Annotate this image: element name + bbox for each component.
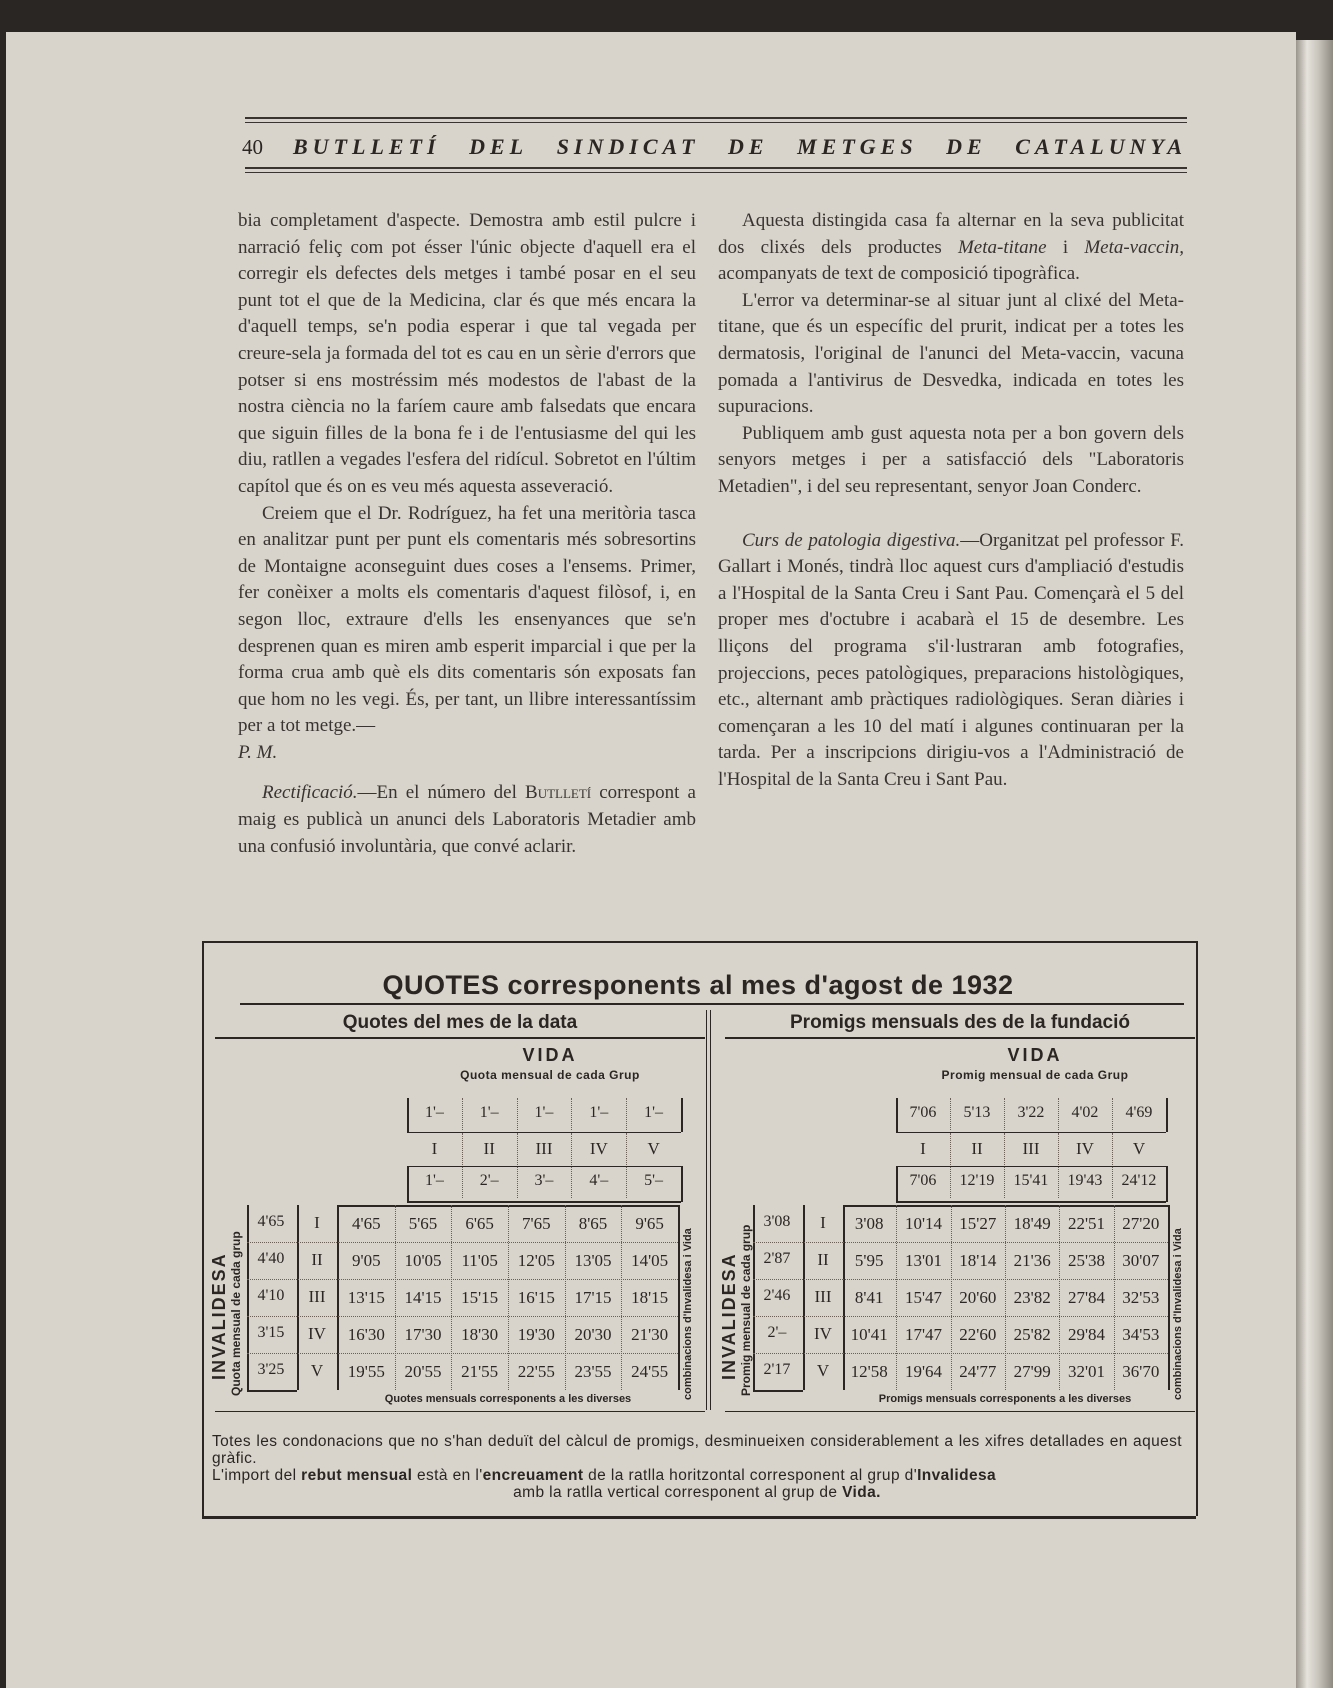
combination-cell: 22'60 [959, 1325, 997, 1344]
table-heading: Quotes del mes de la data [342, 1012, 578, 1033]
signature: P. M. [238, 741, 278, 763]
paragraph: L'error va determinar-se al situar junt al clixé del Meta-titane, que és un específic del prurit, indicat per a totes les dermatosis, l'original de l'anunci del Meta-vaccin, vacuna pomada a l'antivirus de Desvedka, indicada en totes les supuracions. [718, 289, 1184, 418]
box-line [407, 1132, 681, 1133]
cell-divider [950, 1133, 951, 1165]
center-divider [706, 1010, 707, 1410]
paragraph-curs: Curs de patologia digestiva.—Organitzat pel professor F. Gallart i Monés, tindrà lloc aquest curs d'ampliació d'estudis a l'Hospital de la Santa Creu i Sant Pau. Començarà el 5 del proper mes d'octubre i acabarà el 15 de desembre. Les lliçons del programa s'il·lustraran amb fotografies, projeccions, peces patològiques, preparacions histològiques, etc., alternant amb pràctiques radiològiques. Seran diàries i començaran a les 10 del matí i algunes continuaran per la tarda. Per a inscripcions dirigiu-vos a l'Administració de l'Hospital de la Santa Creu i Sant Pau. [718, 529, 1184, 790]
box-line [896, 1201, 1166, 1203]
cell-divider [517, 1166, 518, 1198]
combination-cell: 8'41 [854, 1288, 884, 1307]
vida-cell: 7'06 [909, 1172, 937, 1189]
box-right [1166, 1166, 1168, 1202]
vida-cell: I [431, 1139, 438, 1158]
combination-cell: 22'55 [517, 1362, 555, 1381]
inv-group-cell: I [820, 1213, 826, 1232]
inv-group-cell: II [311, 1250, 323, 1269]
inv-group-cell: I [314, 1213, 320, 1232]
inv-bottom [753, 1390, 803, 1392]
page-number: 40 [242, 134, 263, 159]
combination-cell: 10'41 [850, 1325, 888, 1344]
vida-cell: 1'– [589, 1104, 609, 1121]
vida-cell: 4'69 [1125, 1104, 1153, 1121]
table-title: QUOTES corresponents al mes d'agost de 1932 [382, 970, 1014, 1000]
row-divider [842, 1242, 1168, 1243]
inv-quota-cell: 4'10 [257, 1287, 285, 1304]
combination-cell: 19'30 [517, 1325, 555, 1344]
vida-label: VIDA [1007, 1045, 1063, 1065]
bottom-label: Promigs mensuals corresponents a les diverses [878, 1393, 1132, 1405]
table-top-rule [202, 941, 1196, 943]
cell-divider [517, 1098, 518, 1130]
vida-cell: IV [1076, 1139, 1094, 1158]
combination-cell: 24'55 [631, 1362, 669, 1381]
row-divider [338, 1316, 678, 1317]
combination-cell: 32'53 [1122, 1288, 1160, 1307]
row-divider [753, 1242, 843, 1243]
vida-cell: III [1022, 1139, 1040, 1158]
title-word: DEL [469, 134, 529, 159]
inv-quota-cell: 2'17 [763, 1361, 791, 1378]
row-divider [842, 1316, 1168, 1317]
journal-title [293, 134, 1187, 160]
combination-cell: 22'51 [1067, 1214, 1106, 1233]
combination-cell: 15'47 [904, 1288, 943, 1307]
combinations-label: combinacions d'Invalidesa i Vida [682, 1228, 694, 1400]
vida-cell: 2'– [479, 1172, 499, 1189]
cell-divider [626, 1166, 627, 1198]
cell-divider [950, 1166, 951, 1198]
inv-bottom [247, 1390, 297, 1392]
inv-group-cell: V [816, 1361, 830, 1380]
title-word: DE [727, 134, 769, 159]
combination-cell: 23'55 [574, 1362, 612, 1381]
cell-divider [1004, 1098, 1005, 1130]
combination-cell: 4'65 [352, 1214, 381, 1233]
cell-divider [1058, 1166, 1059, 1198]
combination-cell: 13'01 [904, 1251, 943, 1270]
header-rule-top-2 [245, 122, 1187, 123]
title-word: BUTLLETÍ [293, 134, 441, 159]
invalidesa-label: INVALIDESA [209, 1252, 229, 1380]
combination-cell: 15'15 [461, 1288, 499, 1307]
heading-underline [725, 1037, 1195, 1039]
header-rule-bottom-2 [245, 172, 1187, 173]
paragraph: Publiquem amb gust aquesta nota per a bon govern dels senyors metges i per a satisfacció dels "Laboratoris Metadien", i del seu representant, senyor Joan Conderc. [718, 422, 1184, 497]
row-divider [753, 1279, 843, 1280]
vida-cell: 4'02 [1071, 1104, 1099, 1121]
row-divider [753, 1353, 843, 1354]
combination-cell: 20'55 [404, 1362, 442, 1381]
cell-divider [1004, 1166, 1005, 1198]
title-word: DE [946, 134, 987, 159]
inv-group-cell: II [817, 1250, 829, 1269]
box-line [896, 1132, 1166, 1133]
combination-cell: 18'14 [959, 1251, 997, 1270]
cell-divider [626, 1098, 627, 1130]
combination-cell: 9'05 [352, 1251, 381, 1270]
inv-quota-cell: 3'25 [257, 1361, 285, 1378]
combination-cell: 7'65 [522, 1214, 551, 1233]
title-word: METGES [797, 134, 918, 159]
combination-cell: 18'30 [461, 1325, 499, 1344]
combination-cell: 13'05 [574, 1251, 612, 1270]
vida-cell: 3'22 [1017, 1104, 1045, 1121]
center-divider-2 [710, 1010, 711, 1410]
title-underline [240, 1003, 1184, 1005]
vida-sublabel: Promig mensual de cada Grup [941, 1068, 1129, 1082]
row-divider [842, 1279, 1168, 1280]
row-divider [247, 1242, 337, 1243]
cell-divider [1112, 1166, 1113, 1198]
inv-group-cell: III [814, 1287, 832, 1306]
combination-cell: 25'82 [1013, 1325, 1051, 1344]
vida-label: VIDA [522, 1045, 578, 1065]
cell-divider [1112, 1133, 1113, 1165]
combination-cell: 13'15 [347, 1288, 385, 1307]
vida-cell: 1'– [534, 1104, 554, 1121]
vida-cell: II [483, 1139, 495, 1158]
table-bottom-rule [202, 1516, 1196, 1519]
combination-cell: 21'36 [1013, 1251, 1051, 1270]
inv-quota-cell: 2'46 [763, 1287, 791, 1304]
box-line [896, 1166, 1166, 1167]
vida-cell: 24'12 [1121, 1172, 1157, 1189]
inv-quota-cell: 4'65 [257, 1213, 285, 1230]
combination-cell: 19'64 [904, 1362, 943, 1381]
bottom-rule [725, 1411, 1195, 1412]
combinations-label: combinacions d'Invalidesa i Vida [1172, 1228, 1184, 1400]
combination-cell: 9'65 [635, 1214, 664, 1233]
inv-quota-cell: 3'15 [257, 1324, 285, 1341]
box-left [896, 1166, 898, 1202]
combination-cell: 12'05 [517, 1251, 555, 1270]
vida-cell: V [647, 1139, 660, 1158]
box-left [407, 1098, 409, 1132]
combination-cell: 10'14 [904, 1214, 943, 1233]
row-divider [247, 1279, 337, 1280]
combination-cell: 5'95 [854, 1251, 884, 1270]
vida-cell: 1'– [644, 1104, 664, 1121]
vida-cell: 1'– [479, 1104, 499, 1121]
combination-cell: 27'84 [1067, 1288, 1106, 1307]
inv-quota-cell: 2'87 [763, 1250, 791, 1267]
footnote-1: Totes les condonacions que no s'han deduït del càlcul de promigs, desminueixen considerablement a les xifres detallades en aquest gràfic. [212, 1433, 1182, 1467]
table-heading: Promigs mensuals des de la fundació [790, 1012, 1130, 1033]
header-rule-top [245, 117, 1187, 119]
combination-cell: 6'65 [465, 1214, 494, 1233]
bottom-rule [215, 1411, 705, 1412]
vida-cell: III [535, 1139, 553, 1158]
footnote-3: amb la ratlla vertical corresponent al grup de Vida. [513, 1484, 881, 1501]
combination-cell: 14'05 [631, 1251, 669, 1270]
combination-cell: 17'30 [404, 1325, 442, 1344]
inv-group-cell: V [310, 1361, 324, 1380]
box-line [407, 1166, 681, 1167]
combination-cell: 5'65 [408, 1214, 438, 1233]
header-rule-bottom [245, 167, 1187, 169]
paragraph: bia completament d'aspecte. Demostra amb estil pulcre i narració feliç com pot ésser l'únic objecte d'aquell era el corregir els defectes dels metges i també posar en el seu punt tot el que de la Medicina, clar és que més encara la d'aquell temps, se'n podia esperar i que tal vegada per creure-sela ja formada del tot es cau en un sèrie d'errors que potser si ens mostréssim més modestos de l'abast de la nostra ciència no la faríem caure amb falsedats que encara que siguin filles de la bona fe i de l'entusiasme del qui les diu, ratllen a vegades l'esfera del ridícul. Sobretot en l'últim capítol que és on es veu més aquesta asseveració. [238, 210, 696, 497]
vida-sublabel: Quota mensual de cada Grup [460, 1068, 640, 1082]
cell-divider [571, 1133, 572, 1165]
cell-divider [571, 1166, 572, 1198]
title-word: CATALUNYA [1015, 134, 1187, 159]
combination-cell: 16'30 [347, 1325, 385, 1344]
bottom-label: Quotes mensuals corresponents a les diverses [384, 1393, 632, 1405]
page-stack-edge [1296, 40, 1333, 1688]
combination-cell: 19'55 [347, 1362, 385, 1381]
combination-cell: 17'15 [574, 1288, 612, 1307]
paragraph-rectificacio: Rectificació.—En el número del Butlletí correspont a maig es publicà un anunci dels Laboratoris Metadier amb una confusió involuntària, que convé aclarir. [238, 782, 696, 857]
combination-cell: 14'15 [404, 1288, 442, 1307]
combination-cell: 34'53 [1122, 1325, 1160, 1344]
running-header [242, 130, 1187, 164]
cell-divider [1004, 1133, 1005, 1165]
combination-cell: 18'15 [631, 1288, 669, 1307]
inv-quota-cell: 2'– [767, 1324, 787, 1341]
combination-cell: 29'84 [1067, 1325, 1106, 1344]
heading-underline [215, 1037, 705, 1039]
cell-divider [462, 1133, 463, 1165]
box-left [407, 1166, 409, 1202]
vida-cell: 5'13 [963, 1104, 991, 1121]
inv-group-cell: III [308, 1287, 326, 1306]
table-footnote [212, 1433, 1182, 1501]
cell-divider [462, 1166, 463, 1198]
combination-cell: 27'20 [1122, 1214, 1160, 1233]
combination-cell: 21'55 [461, 1362, 499, 1381]
vida-cell: 5'– [644, 1172, 664, 1189]
right-column [718, 208, 1184, 793]
inv-quota-cell: 4'40 [257, 1250, 285, 1267]
cell-divider [462, 1098, 463, 1130]
cell-divider [1058, 1098, 1059, 1130]
vida-cell: 3'– [534, 1172, 554, 1189]
combination-cell: 32'01 [1067, 1362, 1106, 1381]
footnote-2: L'import del rebut mensual està en l'encreuament de la ratlla horitzontal corresponent al grup d'Invalidesa [212, 1467, 997, 1484]
section-title: Rectificació. [262, 782, 358, 804]
vida-cell: V [1132, 1139, 1146, 1158]
data-right [678, 1205, 680, 1390]
vida-cell: 1'– [424, 1104, 444, 1121]
row-divider [338, 1353, 678, 1354]
combination-cell: 16'15 [517, 1288, 555, 1307]
row-divider [338, 1279, 678, 1280]
paragraph: Creiem que el Dr. Rodríguez, ha fet una meritòria tasca en analitzar punt per punt els comentaris més sobresortins de Montaigne aconseguint dues coses a l'ensems. Primer, fer conèixer a molts els comentaris d'aquest filòsof, i, en segon lloc, extraure d'ells les ensenyances que se'n desprenen quan es miren amb esperit imparcial i que per la forma crua amb què els dits comentaris són exposats fan que hom no les vegi. És, per tant, un llibre interessantíssim per a tot metge.— P. M. [238, 502, 696, 763]
vida-cell: 12'19 [959, 1172, 995, 1189]
combination-cell: 27'99 [1013, 1362, 1051, 1381]
box-left [896, 1098, 898, 1132]
combination-cell: 18'49 [1013, 1214, 1051, 1233]
cell-divider [950, 1098, 951, 1130]
combination-cell: 3'08 [854, 1214, 884, 1233]
vida-cell: 15'41 [1013, 1172, 1049, 1189]
vida-cell: I [920, 1139, 926, 1158]
combination-cell: 24'77 [959, 1362, 997, 1381]
cell-divider [571, 1098, 572, 1130]
vida-cell: II [971, 1139, 983, 1158]
section-title: Curs de patologia digestiva. [742, 529, 961, 551]
invalidesa-sublabel: Promig mensual de cada grup [739, 1224, 753, 1396]
combination-cell: 20'30 [574, 1325, 612, 1344]
row-divider [247, 1353, 337, 1354]
vida-cell: 4'– [589, 1172, 609, 1189]
vida-cell: 1'– [424, 1172, 444, 1189]
combination-cell: 11'05 [461, 1251, 498, 1270]
combination-cell: 20'60 [959, 1288, 997, 1307]
vida-cell: IV [589, 1139, 608, 1158]
cell-divider [1112, 1098, 1113, 1130]
row-divider [842, 1353, 1168, 1354]
combination-cell: 30'07 [1122, 1251, 1160, 1270]
cell-divider [1058, 1133, 1059, 1165]
box-right [1166, 1098, 1168, 1132]
box-right [681, 1098, 683, 1132]
combination-cell: 21'30 [631, 1325, 669, 1344]
combination-cell: 25'38 [1067, 1251, 1106, 1270]
cell-divider [517, 1133, 518, 1165]
inv-group-cell: IV [308, 1324, 326, 1343]
box-line [407, 1201, 681, 1203]
left-column [238, 208, 696, 860]
data-right [1168, 1205, 1170, 1390]
combination-cell: 8'65 [578, 1214, 608, 1233]
combination-cell: 12'58 [850, 1362, 888, 1381]
row-divider [753, 1316, 843, 1317]
inv-group-cell: IV [814, 1324, 832, 1343]
invalidesa-label: INVALIDESA [719, 1252, 739, 1380]
combination-cell: 23'82 [1013, 1288, 1051, 1307]
combination-cell: 17'47 [904, 1325, 943, 1344]
cell-divider [626, 1133, 627, 1165]
vida-cell: 19'43 [1067, 1172, 1103, 1189]
invalidesa-sublabel: Quota mensual de cada grup [229, 1231, 243, 1396]
vida-cell: 7'06 [909, 1104, 937, 1121]
title-word: SINDICAT [556, 134, 700, 159]
row-divider [338, 1242, 678, 1243]
paragraph: Aquesta distingida casa fa alternar en la seva publicitat dos clixés dels productes Meta-titane i Meta-vaccin, acompanyats de text de composició tipogràfica. [718, 210, 1185, 285]
inv-quota-cell: 3'08 [763, 1213, 791, 1230]
combination-cell: 10'05 [404, 1251, 442, 1270]
combination-cell: 36'70 [1122, 1362, 1160, 1381]
combination-cell: 15'27 [959, 1214, 997, 1233]
row-divider [247, 1316, 337, 1317]
box-right [681, 1166, 683, 1202]
